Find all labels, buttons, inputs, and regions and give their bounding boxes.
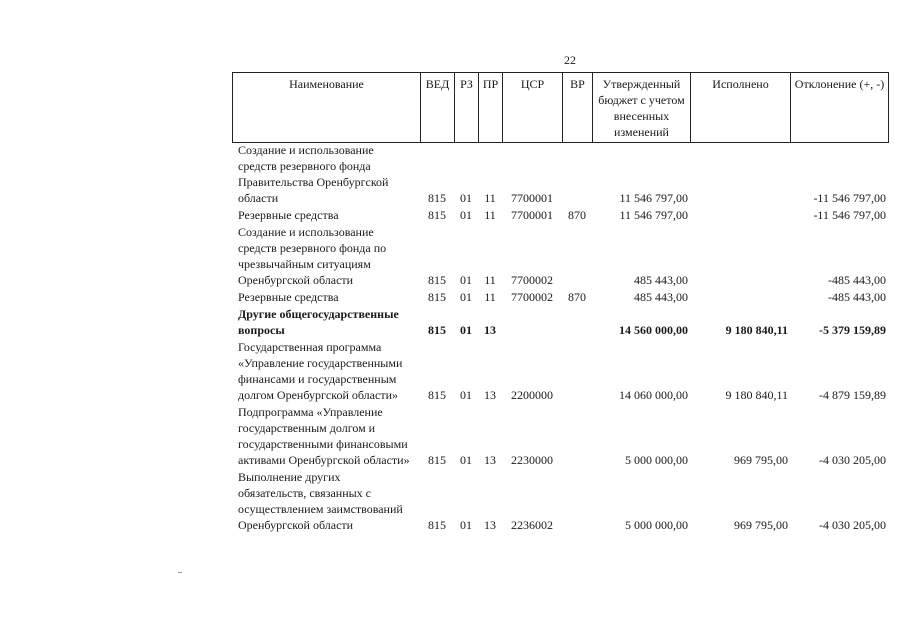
page-number: 22 [564, 53, 576, 67]
cell-ved: 815 [428, 273, 446, 287]
cell-vr [562, 404, 592, 469]
cell-rz: 01 [460, 290, 472, 304]
cell-csr: 7700002 [511, 290, 553, 304]
column-header-done: Исполнено [691, 73, 791, 143]
cell-budget: 485 443,00 [634, 273, 688, 287]
budget-table [232, 142, 888, 534]
row-name-line: Резервные средства [238, 290, 339, 304]
scan-mark [178, 572, 182, 573]
cell-deviation: -11 546 797,00 [813, 191, 886, 205]
row-name-line: Резервные средства [238, 208, 339, 222]
cell-vr: 870 [568, 208, 586, 222]
row-name [232, 404, 420, 469]
row-name-line: Создание и использование [238, 143, 374, 157]
cell-budget: 11 546 797,00 [619, 208, 688, 222]
cell-pr: 13 [484, 323, 496, 337]
cell-pr: 11 [484, 290, 496, 304]
row-name-line: Создание и использование [238, 225, 374, 239]
cell-ved: 815 [428, 453, 446, 467]
table-row [232, 224, 888, 289]
cell-csr: 7700002 [511, 273, 553, 287]
column-header-rz: РЗ [455, 73, 479, 143]
cell-vr [562, 142, 592, 207]
cell-done: 9 180 840,11 [725, 388, 788, 402]
cell-ved: 815 [428, 323, 446, 337]
cell-deviation: -485 443,00 [828, 290, 886, 304]
row-name-line: «Управление государственными [238, 356, 403, 370]
row-name-line: государственными финансовыми [238, 437, 408, 451]
cell-pr: 11 [484, 208, 496, 222]
cell-deviation: -4 879 159,89 [819, 388, 886, 402]
row-name-line: Другие общегосударственные [238, 307, 399, 321]
cell-vr [562, 306, 592, 339]
cell-budget: 5 000 000,00 [625, 518, 688, 532]
row-name-line: обязательств, связанных с [238, 486, 372, 500]
row-name-line: Выполнение других [238, 470, 341, 484]
cell-rz: 01 [460, 208, 472, 222]
cell-done: 9 180 840,11 [725, 323, 788, 337]
cell-deviation: -5 379 159,89 [819, 323, 886, 337]
cell-done [690, 207, 790, 224]
cell-budget: 14 560 000,00 [619, 323, 688, 337]
table-row [232, 142, 888, 207]
cell-done [690, 224, 790, 289]
table-row [232, 207, 888, 224]
cell-csr: 2230000 [511, 453, 553, 467]
cell-done [690, 142, 790, 207]
cell-ved: 815 [428, 290, 446, 304]
cell-vr [562, 469, 592, 534]
row-name [232, 207, 420, 224]
row-name-line: осуществлением заимствований [238, 502, 403, 516]
cell-rz: 01 [460, 453, 472, 467]
cell-csr [502, 306, 562, 339]
cell-ved: 815 [428, 388, 446, 402]
row-name-line: Подпрограмма «Управление [238, 405, 383, 419]
row-name-line: средств резервного фонда по [238, 241, 387, 255]
row-name-line: области [238, 191, 279, 205]
row-name-line: активами Оренбургской области» [238, 453, 410, 467]
cell-csr: 7700001 [511, 191, 553, 205]
row-name [232, 339, 420, 404]
cell-csr: 2200000 [511, 388, 553, 402]
cell-rz: 01 [460, 273, 472, 287]
row-name-line: Оренбургской области [238, 518, 354, 532]
cell-done: 969 795,00 [734, 453, 788, 467]
row-name-line: чрезвычайным ситуациям [238, 257, 371, 271]
row-name [232, 469, 420, 534]
table-row [232, 289, 888, 306]
table-row [232, 404, 888, 469]
cell-pr: 13 [484, 518, 496, 532]
table-header [232, 72, 889, 143]
cell-rz: 01 [460, 323, 472, 337]
row-name-line: вопросы [238, 323, 285, 337]
cell-budget: 5 000 000,00 [625, 453, 688, 467]
row-name [232, 289, 420, 306]
row-name-line: средств резервного фонда [238, 159, 371, 173]
cell-rz: 01 [460, 388, 472, 402]
row-name-line: Оренбургской области [238, 273, 354, 287]
row-name-line: финансами и государственным [238, 372, 397, 386]
cell-rz: 01 [460, 518, 472, 532]
row-name-line: государственным долгом и [238, 421, 376, 435]
cell-done: 969 795,00 [734, 518, 788, 532]
cell-deviation: -11 546 797,00 [813, 208, 886, 222]
cell-pr: 13 [484, 453, 496, 467]
cell-done [690, 289, 790, 306]
cell-pr: 13 [484, 388, 496, 402]
table-body [232, 142, 888, 534]
cell-pr: 11 [484, 273, 496, 287]
cell-ved: 815 [428, 208, 446, 222]
column-header-pr: ПР [479, 73, 503, 143]
cell-rz: 01 [460, 191, 472, 205]
row-name-line: Государственная программа [238, 340, 382, 354]
cell-budget: 11 546 797,00 [619, 191, 688, 205]
column-header-budget: Утвержденный бюджет с учетом внесенных изменений [593, 73, 691, 143]
cell-csr: 7700001 [511, 208, 553, 222]
column-header-deviation: Отклонение (+, -) [791, 73, 889, 143]
column-header-vr: ВР [563, 73, 593, 143]
row-name-line: Правительства Оренбургской [238, 175, 389, 189]
cell-vr [562, 339, 592, 404]
cell-pr: 11 [484, 191, 496, 205]
row-name [232, 306, 420, 339]
table-row [232, 339, 888, 404]
cell-deviation: -485 443,00 [828, 273, 886, 287]
cell-deviation: -4 030 205,00 [819, 453, 886, 467]
cell-csr: 2236002 [511, 518, 553, 532]
table-row [232, 306, 888, 339]
cell-deviation: -4 030 205,00 [819, 518, 886, 532]
row-name [232, 224, 420, 289]
cell-budget: 485 443,00 [634, 290, 688, 304]
column-header-csr: ЦСР [503, 73, 563, 143]
column-header-ved: ВЕД [421, 73, 455, 143]
cell-ved: 815 [428, 191, 446, 205]
cell-vr: 870 [568, 290, 586, 304]
row-name [232, 142, 420, 207]
cell-vr [562, 224, 592, 289]
row-name-line: долгом Оренбургской области» [238, 388, 398, 402]
cell-ved: 815 [428, 518, 446, 532]
cell-budget: 14 060 000,00 [619, 388, 688, 402]
table-row [232, 469, 888, 534]
column-header-name: Наименование [233, 73, 421, 143]
